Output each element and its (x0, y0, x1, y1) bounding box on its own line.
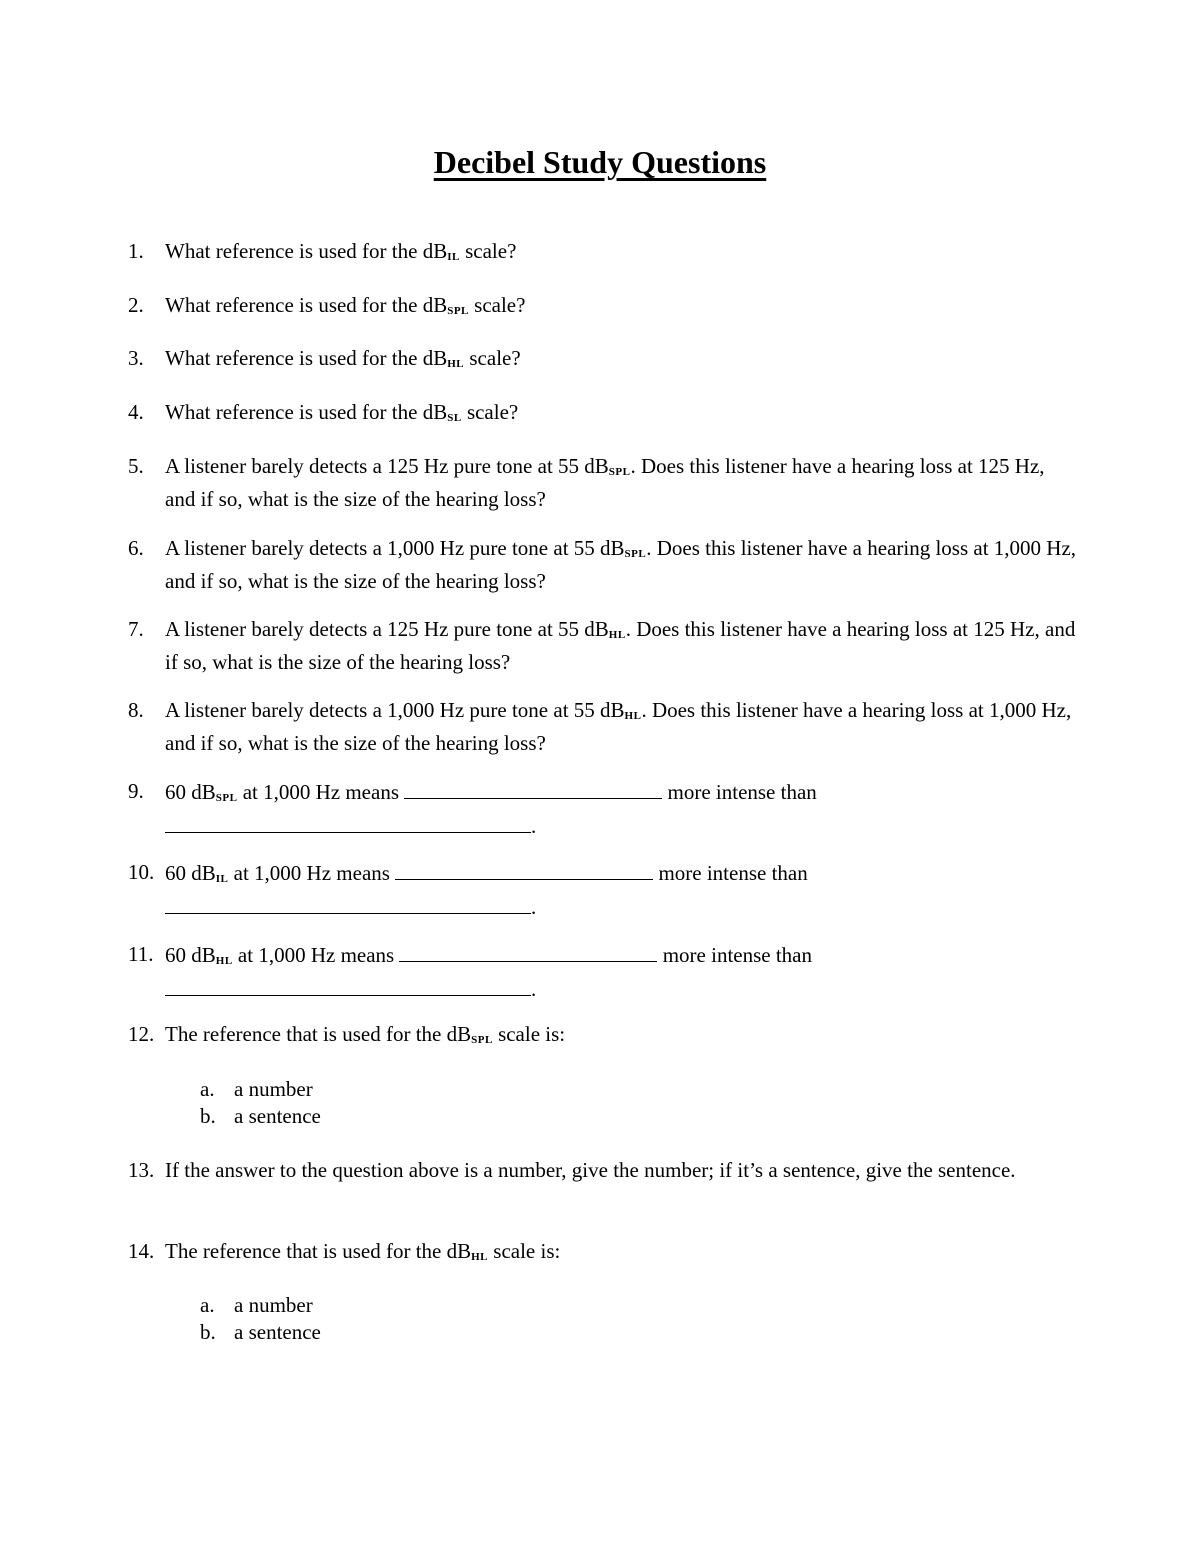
option-text: a number (234, 1293, 313, 1317)
question-number: 1. (128, 239, 144, 263)
subscript: SPL (471, 1034, 493, 1046)
question-text: 60 dBSPL at 1,000 Hz means more intense than . (165, 780, 817, 838)
subscript: HL (215, 955, 233, 967)
question-number: 4. (128, 400, 144, 424)
question-14 (128, 1238, 1078, 1271)
question-number: 14. (128, 1239, 155, 1263)
question-4 (128, 399, 1078, 432)
question-number: 7. (128, 617, 144, 641)
question-number: 10. (128, 860, 155, 884)
question-text: A listener barely detects a 1,000 Hz pure tone at 55 dBHL. Does this listener have a hearing loss at 1,000 Hz, and if so, what is the size of the hearing loss? (165, 698, 1072, 755)
question-1 (128, 238, 1078, 271)
subscript: SPL (608, 466, 631, 478)
question-11 (128, 941, 1078, 1003)
answer-blank[interactable] (399, 941, 657, 962)
question-8 (128, 697, 1078, 757)
question-6 (128, 535, 1078, 595)
subscript: SPL (624, 548, 647, 560)
question-text: What reference is used for the dBSL scale? (165, 400, 519, 424)
subscript: SPL (215, 792, 238, 804)
option-text: a number (234, 1077, 313, 1101)
option-letter: a. (200, 1293, 215, 1317)
subscript: HL (608, 629, 626, 641)
answer-blank[interactable] (165, 893, 531, 914)
answer-blank[interactable] (165, 975, 531, 996)
subscript: IL (215, 873, 229, 885)
question-text: What reference is used for the dBHL scale? (165, 346, 521, 370)
question-text: 60 dBIL at 1,000 Hz means more intense than . (165, 861, 808, 919)
answer-blank[interactable] (165, 812, 531, 833)
subscript: SPL (447, 305, 469, 317)
question-3 (128, 345, 1078, 378)
question-text: If the answer to the question above is a number, give the number; if it’s a sentence, give the sentence. (165, 1158, 1016, 1182)
question-text: A listener barely detects a 125 Hz pure tone at 55 dBSPL. Does this listener have a hearing loss at 125 Hz, and if so, what is the size of the hearing loss? (165, 454, 1045, 511)
question-number: 13. (128, 1158, 155, 1182)
subscript: IL (447, 251, 460, 263)
question-number: 12. (128, 1022, 155, 1046)
question-text: The reference that is used for the dBHL scale is: (165, 1239, 561, 1263)
question-12 (128, 1021, 1078, 1054)
subscript: HL (447, 358, 465, 370)
subscript: SL (447, 412, 462, 424)
question-text: 60 dBHL at 1,000 Hz means more intense than . (165, 943, 813, 1001)
question-text: What reference is used for the dBSPL scale? (165, 293, 526, 317)
question-13 (128, 1157, 1078, 1184)
question-10 (128, 859, 1078, 921)
question-text: What reference is used for the dBIL scale? (165, 239, 517, 263)
option-letter: a. (200, 1077, 215, 1101)
question-number: 3. (128, 346, 144, 370)
answer-blank[interactable] (404, 778, 662, 799)
question-9 (128, 778, 1078, 840)
subscript: HL (624, 710, 642, 722)
question-7 (128, 616, 1078, 676)
question-number: 2. (128, 293, 144, 317)
question-text: A listener barely detects a 1,000 Hz pure tone at 55 dBSPL. Does this listener have a hearing loss at 1,000 Hz, and if so, what is the size of the hearing loss? (165, 536, 1077, 593)
question-number: 5. (128, 454, 144, 478)
option-text: a sentence (234, 1320, 321, 1344)
page-title: Decibel Study Questions (433, 144, 767, 180)
question-text: A listener barely detects a 125 Hz pure tone at 55 dBHL. Does this listener have a hearing loss at 125 Hz, and if so, what is the size of the hearing loss? (165, 617, 1076, 674)
answer-blank[interactable] (395, 859, 653, 880)
question-text: The reference that is used for the dBSPL scale is: (165, 1022, 566, 1046)
option-text: a sentence (234, 1104, 321, 1128)
question-number: 11. (128, 942, 154, 966)
question-number: 9. (128, 779, 144, 803)
question-number: 6. (128, 536, 144, 560)
question-2 (128, 292, 1078, 325)
question-5 (128, 453, 1078, 513)
option-letter: b. (200, 1104, 216, 1128)
option-letter: b. (200, 1320, 216, 1344)
question-number: 8. (128, 698, 144, 722)
subscript: HL (471, 1251, 489, 1263)
